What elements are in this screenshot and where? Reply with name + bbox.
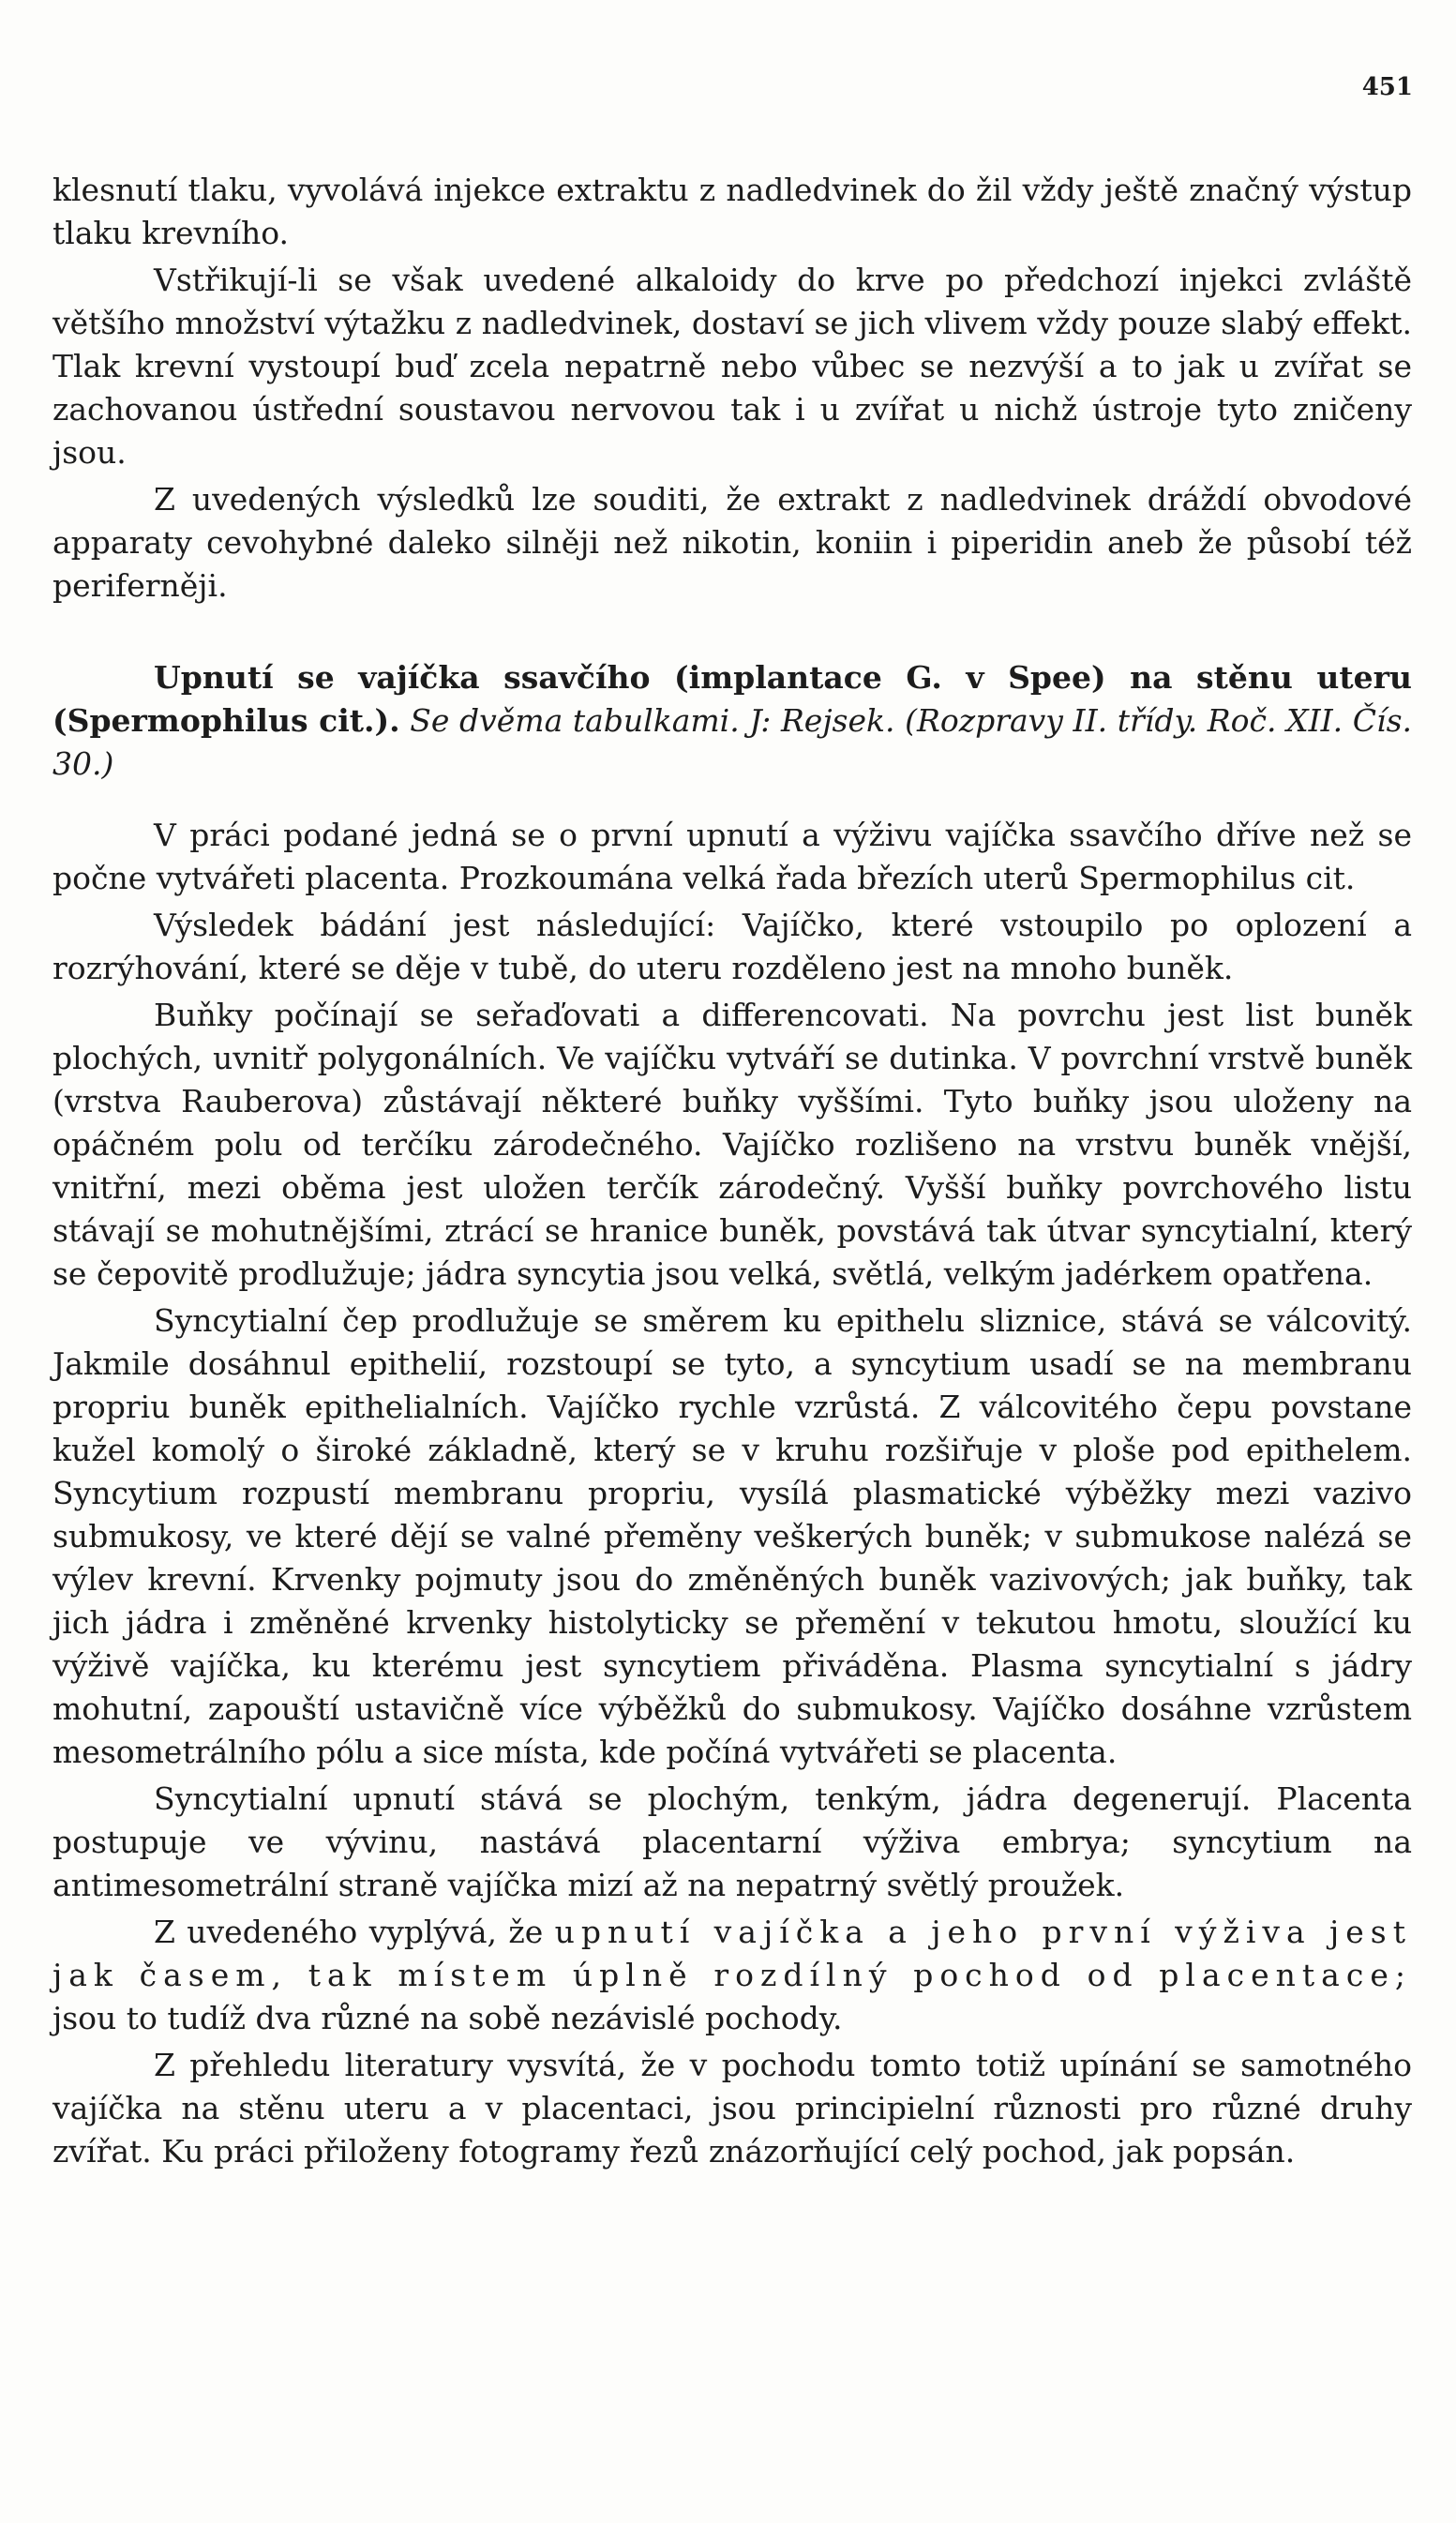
page-number: 451 <box>1361 73 1413 101</box>
paragraph: Z přehledu literatury vysvítá, že v pochodu tomto totiž upínání se samotného vajíčka na stěnu uteru a v placentaci, jsou principielní různosti pro různé druhy zvířat. Ku práci přiloženy fotogramy řezů znázorňující celý pochod, jak popsán. <box>53 2047 1412 2170</box>
paragraph: Syncytialní upnutí stává se plochým, tenkým, jádra degenerují. Placenta postupuje ve vývinu, nastává placentarní výživa embrya; syncytium na antimesometrální straně vajíčka mizí až na nepatrný světlý proužek. <box>53 1780 1412 1903</box>
paragraph: V práci podané jedná se o první upnutí a výživu vajíčka ssavčího dříve než se počne vytvářeti placenta. Prozkoumána velká řada březích uterů Spermophilus cit. <box>53 817 1412 896</box>
paragraph: Syncytialní čep prodlužuje se směrem ku epithelu sliznice, stává se válcovitý. Jakmile dosáhnul epithelií, rozstoupí se tyto, a syncytium usadí se na membranu propriu buněk epithelialních. Vajíčko rychle vzrůstá. Z válcovitého čepu povstane kužel komolý o široké základně, který se v kruhu rozšiřuje v ploše pod epithelem. Syncytium rozpustí membranu propriu, vysílá plasmatické výběžky mezi vazivo submukosy, ve které dějí se valné přeměny veškerých buněk; v submukose nalézá se výlev krevní. Krvenky pojmuty jsou do změněných buněk vazivových; jak buňky, tak jich jádra i změněné krvenky histolyticky se přemění v tekutou hmotu, sloužící ku výživě vajíčka, ku kterému jest syncytiem přiváděna. Plasma syncytialní s jádry mohutní, zapouští ustavičně více výběžků do submukosy. Vajíčko dosáhne vzrůstem mesometrálního pólu a sice místa, kde počíná vytvářeti se placenta. <box>53 1302 1412 1770</box>
conclusion-lead: Z uvedeného vyplývá, že <box>154 1914 544 1950</box>
conclusion-emphasis: upnutí vajíčka a jeho první výživa jest jak časem, tak místem úplně rozdílný pochod od placentace; <box>53 1914 1412 1993</box>
article-heading <box>53 656 1412 786</box>
article-subtitle: Se dvěma tabulkami. J: Rejsek. (Rozpravy II. třídy. Roč. XII. Čís. 30.) <box>53 702 1412 782</box>
conclusion-paragraph <box>53 1911 1412 2040</box>
conclusion-tail: jsou to tudíž dva různé na sobě nezávislé pochody. <box>53 2000 843 2036</box>
paragraph: Vstřikují-li se však uvedené alkaloidy do krve po předchozí injekci zvláště většího množství výtažku z nadledvinek, dostaví se jich vlivem vždy pouze slabý effekt. Tlak krevní vystoupí buď zcela nepatrně nebo vůbec se nezvýší a to jak u zvířat se zachovanou ústřední soustavou nervovou tak i u zvířat u nichž ústroje tyto zničeny jsou. <box>53 262 1412 471</box>
page-body <box>53 169 1412 2173</box>
paragraph: Výsledek bádání jest následující: Vajíčko, které vstoupilo po oplození a rozrýhování, které se děje v tubě, do uteru rozděleno jest na mnoho buněk. <box>53 907 1412 986</box>
paragraph: klesnutí tlaku, vyvolává injekce extraktu z nadledvinek do žil vždy ještě značný výstup tlaku krevního. <box>53 172 1412 251</box>
article-title: Upnutí se vajíčka ssavčího (implantace G. v Spee) na stěnu uteru (Spermophilus cit.). <box>53 659 1412 739</box>
paragraph: Buňky počínají se seřaďovati a differencovati. Na povrchu jest list buněk plochých, uvnitř polygonálních. Ve vajíčku vytváří se dutinka. V povrchní vrstvě buněk (vrstva Rauberova) zůstávají některé buňky vyššími. Tyto buňky jsou uloženy na opáčném polu od terčíku zárodečného. Vajíčko rozlišeno na vrstvu buněk vnější, vnitřní, mezi oběma jest uložen terčík zárodečný. Vyšší buňky povrchového listu stávají se mohutnějšími, ztrácí se hranice buněk, povstává tak útvar syncytialní, který se čepovitě prodlužuje; jádra syncytia jsou velká, světlá, velkým jadérkem opatřena. <box>53 997 1412 1292</box>
paragraph: Z uvedených výsledků lze souditi, že extrakt z nadledvinek dráždí obvodové apparaty cevohybné daleko silněji než nikotin, koniin i piperidin aneb že působí též periferněji. <box>53 481 1412 604</box>
